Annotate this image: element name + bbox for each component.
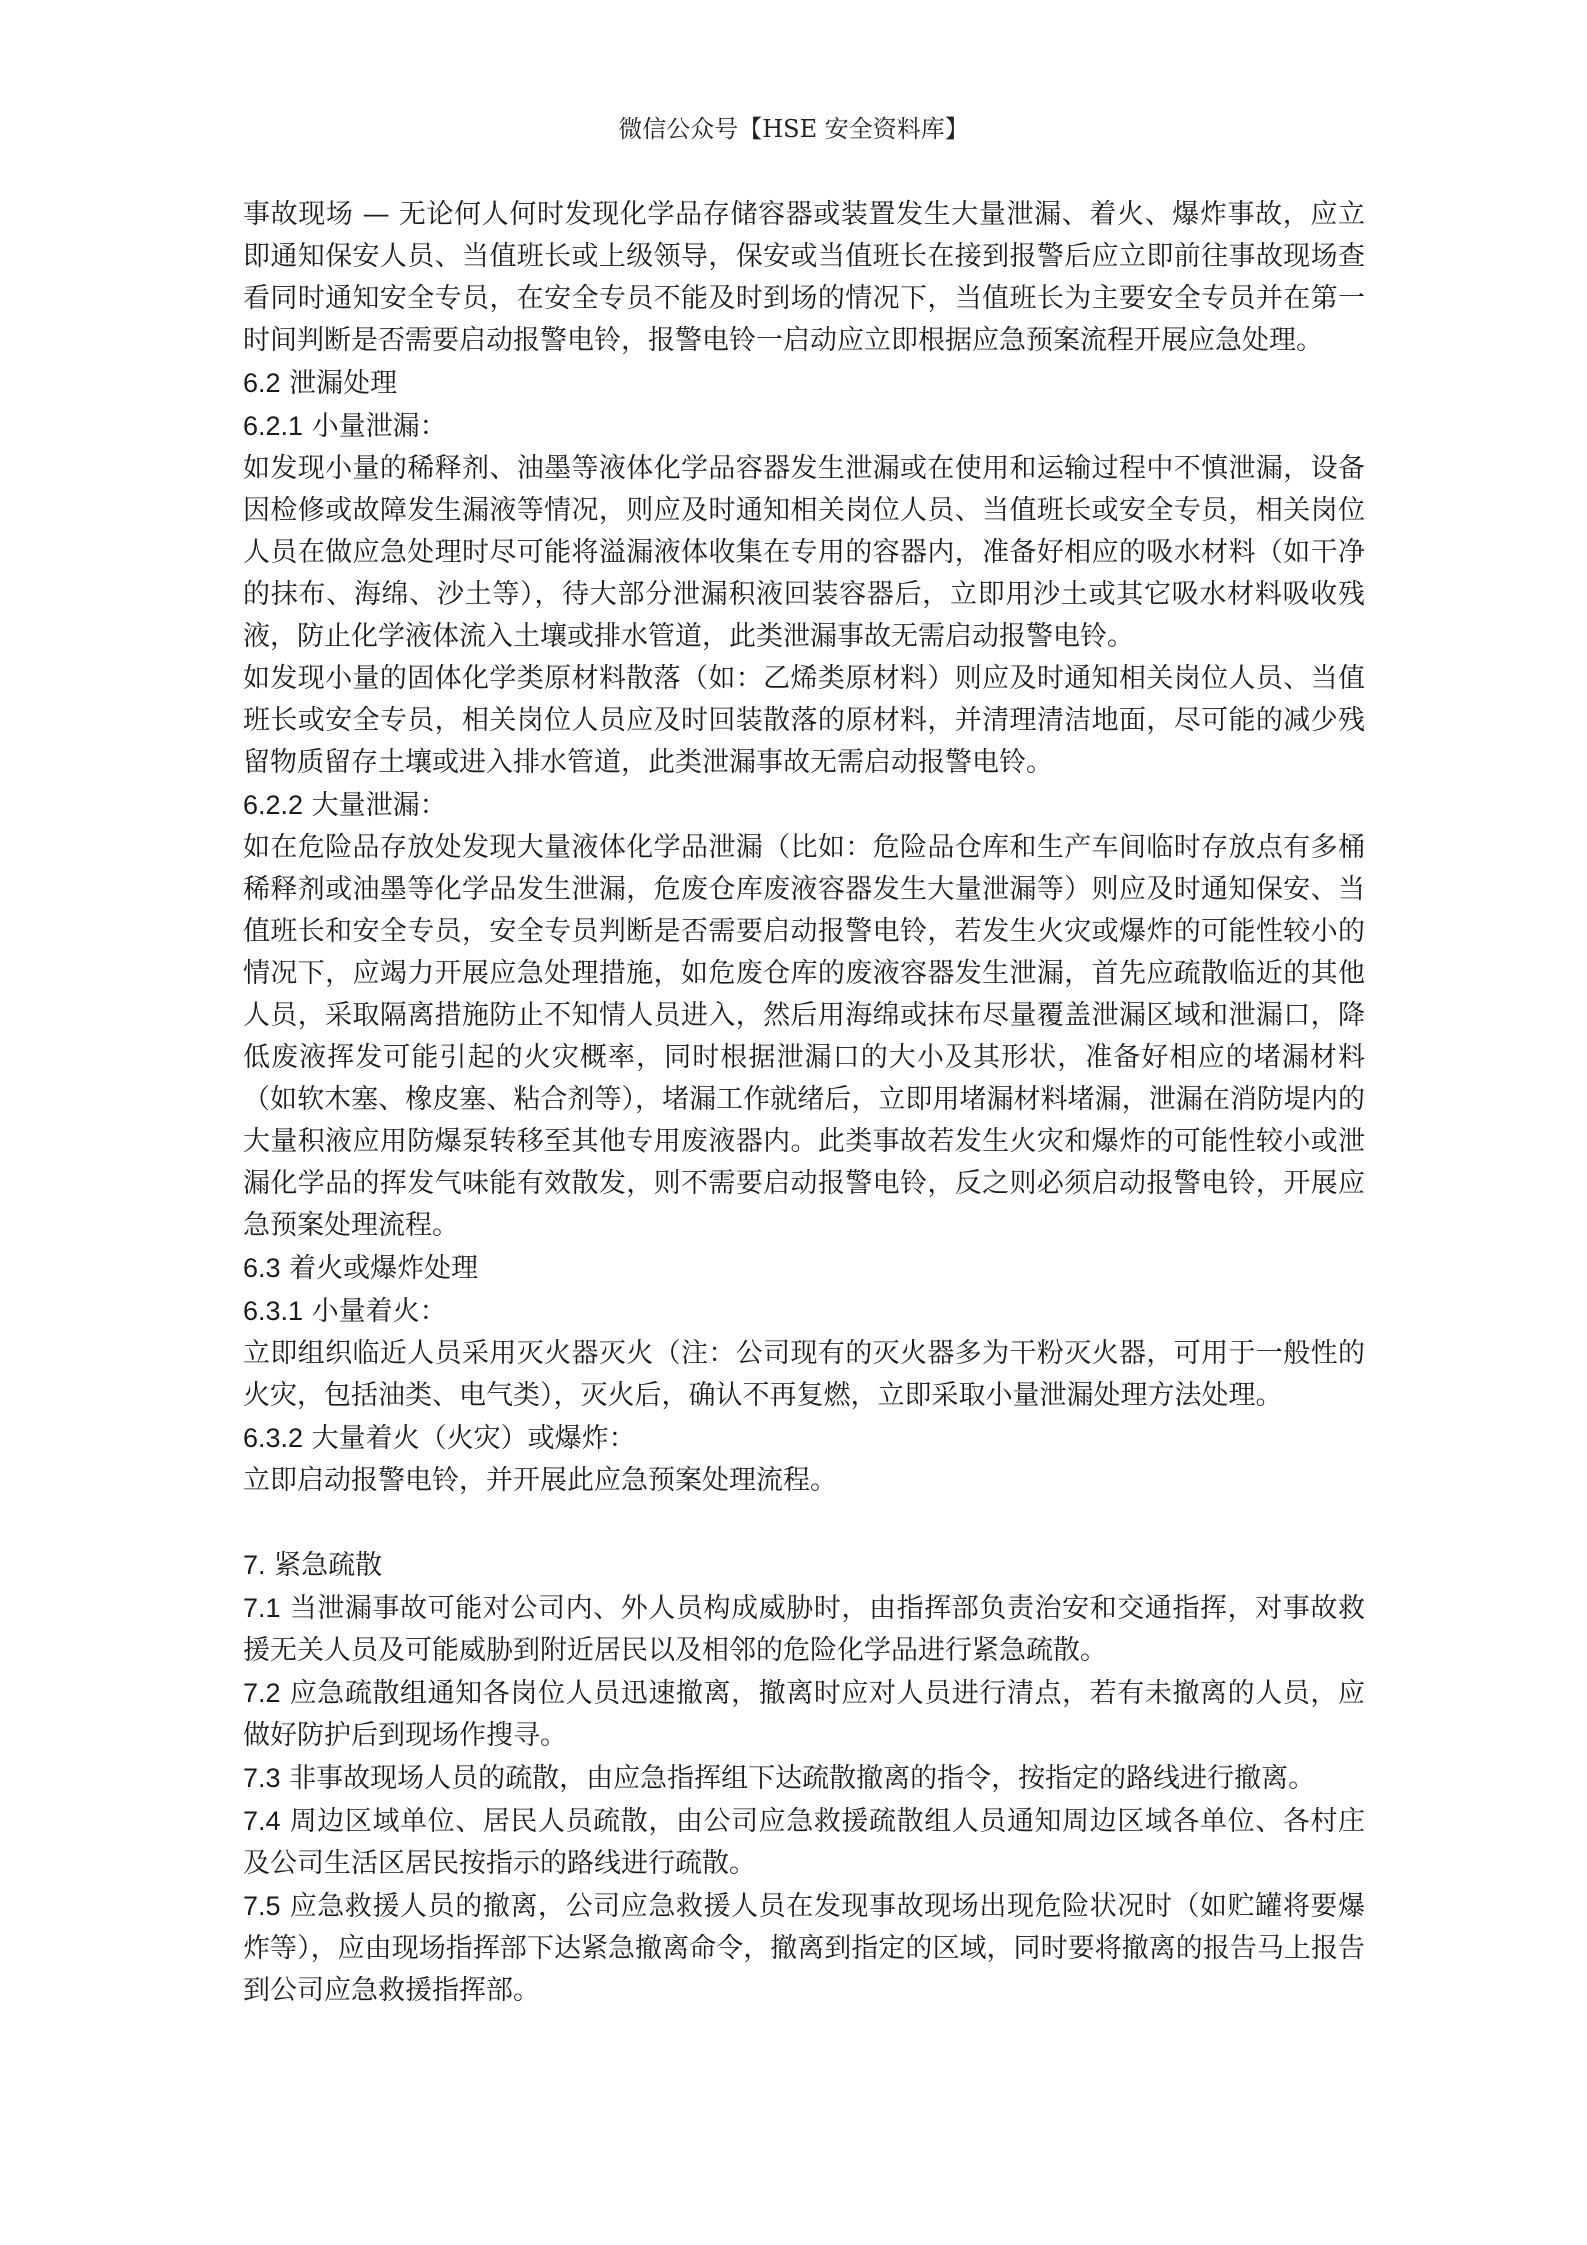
item-text: 当泄漏事故可能对公司内、外人员构成威胁时，由指挥部负责治安和交通指挥，对事故救援无关人员及可能威胁到附近居民以及相邻的危险化学品进行紧急疏散。 (243, 1593, 1365, 1666)
heading-text: 泄漏处理 (280, 368, 398, 399)
paragraph-small-fire: 立即组织临近人员采用灭火器灭火（注：公司现有的灭火器多为干粉灭火器，可用于一般性的火灾，包括油类、电气类），灭火后，确认不再复燃，立即采取小量泄漏处理方法处理。 (243, 1338, 1365, 1411)
heading-6-3-1 (243, 1290, 1365, 1333)
document-body (243, 194, 1365, 2012)
heading-text: 大量着火（火灾）或爆炸： (303, 1423, 636, 1454)
item-text: 应急疏散组通知各岗位人员迅速撤离，撤离时应对人员进行清点，若有未撤离的人员，应做好防护后到现场作搜寻。 (243, 1678, 1365, 1751)
heading-text: 着火或爆炸处理 (280, 1253, 479, 1284)
section-number: 7.2 (243, 1678, 281, 1708)
heading-6-2 (243, 362, 1365, 405)
heading-text: 小量泄漏： (303, 411, 447, 442)
section-number: 6.3 (243, 1253, 281, 1283)
heading-6-3-2 (243, 1417, 1365, 1460)
heading-text: 小量着火： (303, 1296, 447, 1327)
item-7-4 (243, 1800, 1365, 1885)
heading-6-3 (243, 1247, 1365, 1290)
section-number: 7. (243, 1550, 266, 1580)
heading-text: 紧急疏散 (265, 1550, 383, 1581)
section-number: 7.3 (243, 1763, 281, 1793)
item-text: 周边区域单位、居民人员疏散，由公司应急救援疏散组人员通知周边区域各单位、各村庄及公司生活区居民按指示的路线进行疏散。 (243, 1806, 1365, 1879)
item-7-1 (243, 1587, 1365, 1672)
section-number: 7.1 (243, 1593, 281, 1623)
page-header: 微信公众号【HSE 安全资料库】 (618, 115, 969, 143)
section-number: 7.4 (243, 1806, 281, 1836)
blank-line (243, 1502, 1365, 1544)
item-7-2 (243, 1672, 1365, 1757)
paragraph-large-leak: 如在危险品存放处发现大量液体化学品泄漏（比如：危险品仓库和生产车间临时存放点有多桶稀释剂或油墨等化学品发生泄漏，危废仓库废液容器发生大量泄漏等）则应及时通知保安、当值班长和安全专员，安全专员判断是否需要启动报警电铃，若发生火灾或爆炸的可能性较小的情况下，应竭力开展应急处理措施，如危废仓库的废液容器发生泄漏，首先应疏散临近的其他人员，采取隔离措施防止不知情人员进入，然后用海绵或抹布尽量覆盖泄漏区域和泄漏口，降低废液挥发可能引起的火灾概率，同时根据泄漏口的大小及其形状，准备好相应的堵漏材料（如软木塞、橡皮塞、粘合剂等），堵漏工作就绪后，立即用堵漏材料堵漏，泄漏在消防堤内的大量积液应用防爆泵转移至其他专用废液器内。此类事故若发生火灾和爆炸的可能性较小或泄漏化学品的挥发气味能有效散发，则不需要启动报警电铃，反之则必须启动报警电铃，开展应急预案处理流程。 (243, 832, 1365, 1241)
item-text: 非事故现场人员的疏散，由应急指挥组下达疏散撤离的指令，按指定的路线进行撤离。 (280, 1763, 1316, 1794)
item-7-3 (243, 1757, 1365, 1800)
paragraph-large-fire: 立即启动报警电铃，并开展此应急预案处理流程。 (243, 1465, 837, 1496)
heading-7 (243, 1544, 1365, 1587)
paragraph-accident-scene: 事故现场 — 无论何人何时发现化学品存储容器或装置发生大量泄漏、着火、爆炸事故，应立即通知保安人员、当值班长或上级领导，保安或当值班长在接到报警后应立即前往事故现场查看同时通知安全专员，在安全专员不能及时到场的情况下，当值班长为主要安全专员并在第一时间判断是否需要启动报警电铃，报警电铃一启动应立即根据应急预案流程开展应急处理。 (243, 199, 1365, 356)
heading-6-2-1 (243, 405, 1365, 448)
section-number: 6.2 (243, 368, 281, 398)
section-number: 7.5 (243, 1891, 281, 1921)
section-number: 6.3.2 (243, 1423, 304, 1453)
paragraph-small-liquid-leak: 如发现小量的稀释剂、油墨等液体化学品容器发生泄漏或在使用和运输过程中不慎泄漏，设备因检修或故障发生漏液等情况，则应及时通知相关岗位人员、当值班长或安全专员，相关岗位人员在做应急处理时尽可能将溢漏液体收集在专用的容器内，准备好相应的吸水材料（如干净的抹布、海绵、沙土等），待大部分泄漏积液回装容器后，立即用沙土或其它吸水材料吸收残液，防止化学液体流入土壤或排水管道，此类泄漏事故无需启动报警电铃。 (243, 453, 1365, 652)
heading-6-2-2 (243, 784, 1365, 827)
heading-text: 大量泄漏： (303, 790, 447, 821)
item-7-5 (243, 1885, 1365, 2012)
paragraph-small-solid-spill: 如发现小量的固体化学类原材料散落（如：乙烯类原材料）则应及时通知相关岗位人员、当值班长或安全专员，相关岗位人员应及时回装散落的原材料，并清理清洁地面，尽可能的减少残留物质留存土壤或进入排水管道，此类泄漏事故无需启动报警电铃。 (243, 663, 1365, 778)
section-number: 6.2.2 (243, 790, 304, 820)
section-number: 6.3.1 (243, 1296, 304, 1326)
item-text: 应急救援人员的撤离，公司应急救援人员在发现事故现场出现危险状况时（如贮罐将要爆炸等），应由现场指挥部下达紧急撤离命令，撤离到指定的区域，同时要将撤离的报告马上报告到公司应急救援指挥部。 (243, 1891, 1365, 2006)
section-number: 6.2.1 (243, 411, 304, 441)
